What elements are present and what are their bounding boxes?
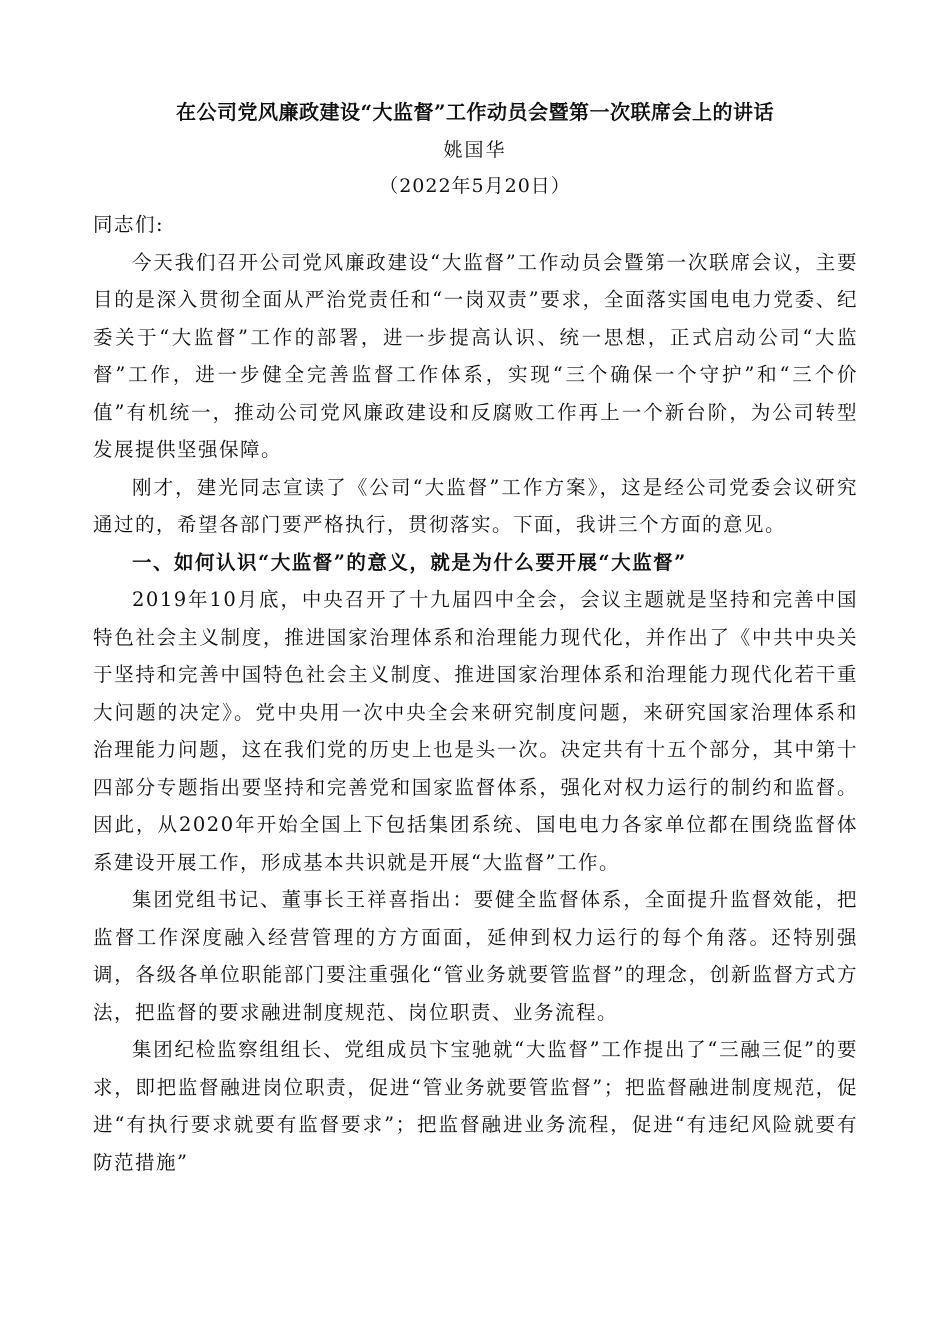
paragraph-chairman-remarks: 集团党组书记、董事长王祥喜指出：要健全监督体系，全面提升监督效能，把监督工作深度融入经营管理的方方面面，延伸到权力运行的每个角落。还特别强调，各级各单位职能部门要注重强化“管业务就要管监督”的理念，创新监督方式方法，把监督的要求融进制度规范、岗位职责、业务流程。 bbox=[93, 888, 858, 1024]
document-body bbox=[93, 206, 858, 1181]
document-date: （2022年5月20日） bbox=[379, 175, 571, 197]
section-heading: 一、如何认识“大监督”的意义，就是为什么要开展“大监督” bbox=[132, 550, 687, 574]
paragraph-opening: 今天我们召开公司党风廉政建设“大监督”工作动员会暨第一次联席会议，主要目的是深入贯彻全面从严治党责任和“一岗双责”要求，全面落实国电电力党委、纪委关于“大监督”工作的部署，进一步提高认识、统一思想，正式启动公司“大监督”工作，进一步健全完善监督工作体系，实现“三个确保一个守护”和“三个价值”有机统一，推动公司党风廉政建设和反腐败工作再上一个新台阶，为公司转型发展提供坚强保障。 bbox=[93, 250, 858, 461]
document-author: 姚国华 bbox=[443, 139, 507, 161]
paragraph-three-integrations: 集团纪检监察组组长、党组成员卞宝驰就“大监督”工作提出了“三融三促”的要求，即把监督融进岗位职责，促进“管业务就要管监督”；把监督融进制度规范，促进“有执行要求就要有监督要求”；把监督融进业务流程，促进“有违纪风险就要有防范措施” bbox=[93, 1038, 858, 1174]
paragraph-fourth-plenum: 2019年10月底，中央召开了十九届四中全会，会议主题就是坚持和完善中国特色社会主义制度，推进国家治理体系和治理能力现代化，并作出了《中共中央关于坚持和完善中国特色社会主义制度、推进国家治理体系和治理能力现代化若干重大问题的决定》。党中央用一次中央全会来研究制度问题，来研究国家治理体系和治理能力问题，这在我们党的历史上也是头一次。决定共有十五个部分，其中第十四部分专题指出要坚持和完善党和国家监督体系，强化对权力运行的制约和监督。因此，从2020年开始全国上下包括集团系统、国电电力各家单位都在围绕监督体系建设开展工作，形成基本共识就是开展“大监督”工作。 bbox=[93, 588, 858, 874]
paragraph-program: 刚才，建光同志宣读了《公司“大监督”工作方案》，这是经公司党委会议研究通过的，希望各部门要严格执行，贯彻落实。下面，我讲三个方面的意见。 bbox=[93, 475, 858, 536]
document-title: 在公司党风廉政建设“大监督”工作动员会暨第一次联席会上的讲话 bbox=[175, 100, 774, 124]
salutation: 同志们: bbox=[93, 213, 165, 236]
